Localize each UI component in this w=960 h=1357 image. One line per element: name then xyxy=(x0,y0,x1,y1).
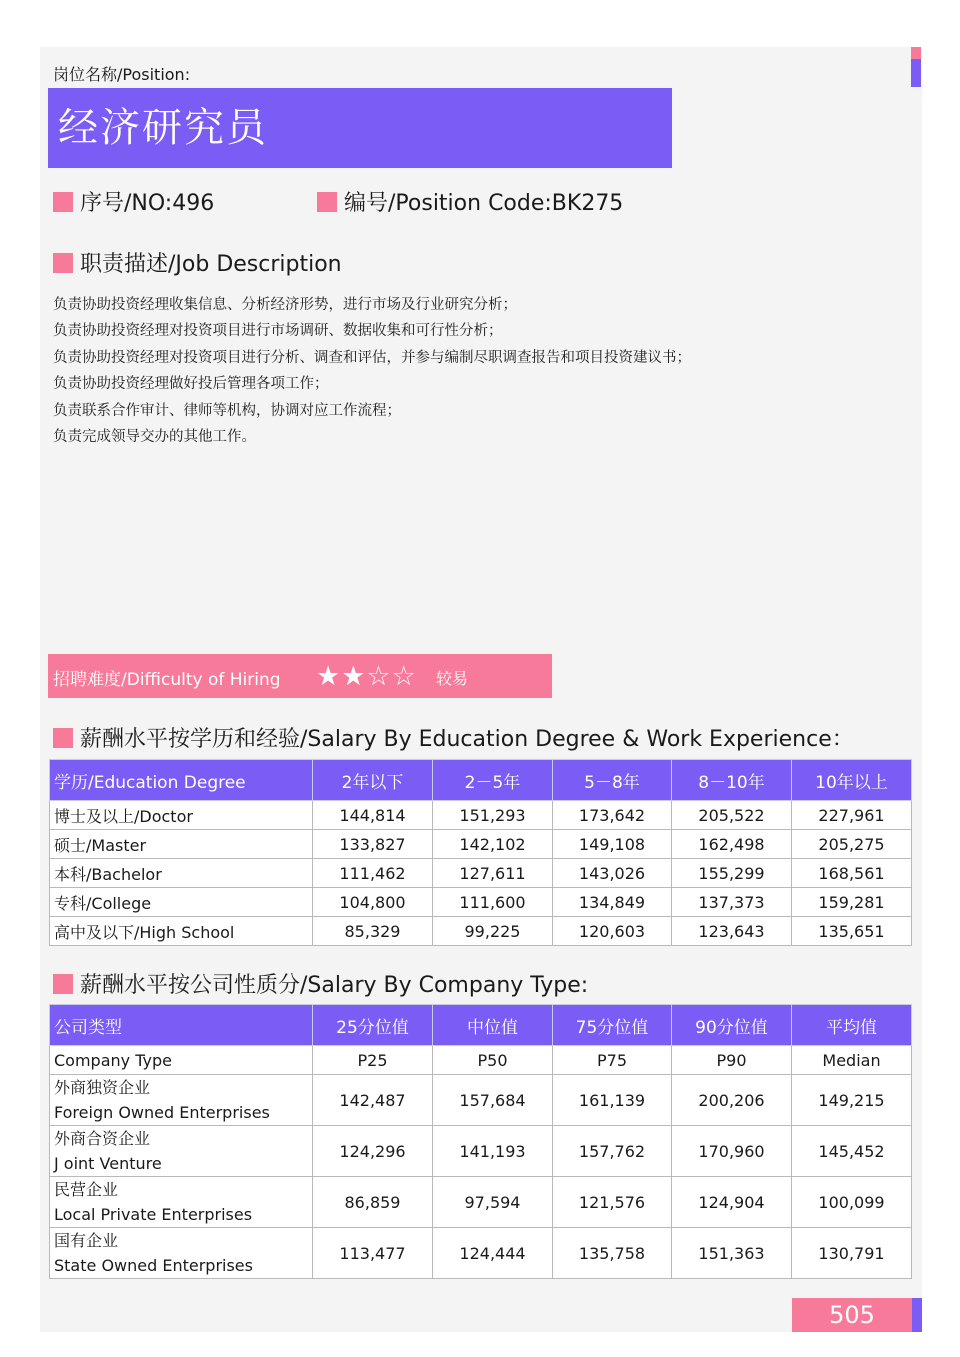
table-cell: 143,026 xyxy=(553,859,672,888)
company-type-cn: 外商独资企业 xyxy=(54,1078,151,1097)
square-bullet-icon xyxy=(53,253,73,273)
company-type-cn: 国有企业 xyxy=(54,1231,119,1250)
table-cell: P90 xyxy=(672,1046,792,1075)
table-cell: 124,444 xyxy=(433,1228,553,1279)
table-cell: 专科/College xyxy=(50,888,313,917)
column-header: 5－8年 xyxy=(553,760,672,801)
table-cell: 162,498 xyxy=(672,830,792,859)
table-cell: 149,108 xyxy=(553,830,672,859)
hiring-difficulty-bar xyxy=(48,654,552,698)
table-header-row xyxy=(50,1005,912,1046)
table-cell: 111,600 xyxy=(433,888,553,917)
column-header: 90分位值 xyxy=(672,1005,792,1046)
table-row xyxy=(50,917,912,946)
table-cell: 124,296 xyxy=(313,1126,433,1177)
company-type-cell xyxy=(50,1075,313,1126)
table-cell: 博士及以上/Doctor xyxy=(50,801,313,830)
hiring-difficulty-label: 招聘难度/Difficulty of Hiring xyxy=(53,670,281,690)
table-cell: 173,642 xyxy=(553,801,672,830)
table-cell: 133,827 xyxy=(313,830,433,859)
table-cell: 121,576 xyxy=(553,1177,672,1228)
table-cell: 111,462 xyxy=(313,859,433,888)
table-cell: 127,611 xyxy=(433,859,553,888)
table-cell: 85,329 xyxy=(313,917,433,946)
column-header: 中位值 xyxy=(433,1005,553,1046)
table-cell: 159,281 xyxy=(792,888,912,917)
position-code-text: 编号/Position Code:BK275 xyxy=(344,191,624,216)
job-description-line: 负责协助投资经理收集信息、分析经济形势，进行市场及行业研究分析； xyxy=(53,297,517,313)
position-number-text: 序号/NO:496 xyxy=(80,191,215,216)
table-cell: 86,859 xyxy=(313,1177,433,1228)
table-cell: 99,225 xyxy=(433,917,553,946)
table-cell: 高中及以下/High School xyxy=(50,917,313,946)
table-row xyxy=(50,859,912,888)
table-cell: P75 xyxy=(553,1046,672,1075)
column-header: 平均值 xyxy=(792,1005,912,1046)
salary-company-heading-text: 薪酬水平按公司性质分/Salary By Company Type: xyxy=(80,973,589,998)
page-number: 505 xyxy=(792,1298,912,1332)
column-header: 10年以上 xyxy=(792,760,912,801)
square-bullet-icon xyxy=(317,192,337,212)
column-header: 2－5年 xyxy=(433,760,553,801)
page-number-accent xyxy=(912,1298,922,1332)
table-cell: 124,904 xyxy=(672,1177,792,1228)
table-cell: 141,193 xyxy=(433,1126,553,1177)
table-cell: 205,522 xyxy=(672,801,792,830)
column-header: 2年以下 xyxy=(313,760,433,801)
company-type-en: State Owned Enterprises xyxy=(54,1256,253,1275)
table-cell: P25 xyxy=(313,1046,433,1075)
column-header: 75分位值 xyxy=(553,1005,672,1046)
table-cell: 134,849 xyxy=(553,888,672,917)
table-row xyxy=(50,830,912,859)
table-cell: 104,800 xyxy=(313,888,433,917)
table-cell: 本科/Bachelor xyxy=(50,859,313,888)
company-type-en: Foreign Owned Enterprises xyxy=(54,1103,270,1122)
star-rating-icon: ★★☆☆ xyxy=(316,661,417,692)
table-cell: Company Type xyxy=(50,1046,313,1075)
position-code xyxy=(317,186,623,217)
table-cell: 170,960 xyxy=(672,1126,792,1177)
table-cell: 113,477 xyxy=(313,1228,433,1279)
table-cell: 157,762 xyxy=(553,1126,672,1177)
table-cell: 161,139 xyxy=(553,1075,672,1126)
column-header: 8－10年 xyxy=(672,760,792,801)
salary-education-heading-text: 薪酬水平按学历和经验/Salary By Education Degree & Work Experience： xyxy=(80,727,854,752)
company-type-cell xyxy=(50,1228,313,1279)
square-bullet-icon xyxy=(53,192,73,212)
table-cell: 151,363 xyxy=(672,1228,792,1279)
company-type-cn: 外商合资企业 xyxy=(54,1129,151,1148)
salary-company-table xyxy=(49,1004,912,1279)
table-cell: Median xyxy=(792,1046,912,1075)
square-bullet-icon xyxy=(53,728,73,748)
table-cell: 137,373 xyxy=(672,888,792,917)
job-description-line: 负责完成领导交办的其他工作。 xyxy=(53,429,256,446)
table-cell: 142,487 xyxy=(313,1075,433,1126)
table-row xyxy=(50,1126,912,1177)
table-cell: 97,594 xyxy=(433,1177,553,1228)
job-description-line: 负责协助投资经理对投资项目进行分析、调查和评估，并参与编制尽职调查报告和项目投资建议书； xyxy=(53,349,691,366)
job-description-line: 负责协助投资经理对投资项目进行市场调研、数据收集和可行性分析； xyxy=(53,323,503,340)
company-type-en: Local Private Enterprises xyxy=(54,1205,253,1224)
company-type-cell xyxy=(50,1177,313,1228)
corner-accent-purple xyxy=(911,59,921,87)
table-cell: 151,293 xyxy=(433,801,553,830)
table-row xyxy=(50,1228,912,1279)
table-cell: 168,561 xyxy=(792,859,912,888)
column-header: 公司类型 xyxy=(50,1005,313,1046)
job-description-heading-text: 职责描述/Job Description xyxy=(80,252,342,277)
table-cell: 144,814 xyxy=(313,801,433,830)
square-bullet-icon xyxy=(53,974,73,994)
table-cell: 142,102 xyxy=(433,830,553,859)
table-cell: 135,758 xyxy=(553,1228,672,1279)
table-header-row xyxy=(50,760,912,801)
corner-accent-pink xyxy=(911,47,921,59)
table-cell: 200,206 xyxy=(672,1075,792,1126)
position-label: 岗位名称/Position: xyxy=(53,65,191,84)
salary-education-heading xyxy=(53,722,854,753)
table-subheader-row xyxy=(50,1046,912,1075)
table-cell: 硕士/Master xyxy=(50,830,313,859)
salary-education-table xyxy=(49,759,912,946)
job-description-list xyxy=(53,292,691,450)
table-cell: 145,452 xyxy=(792,1126,912,1177)
company-type-en: J oint Venture xyxy=(54,1154,162,1173)
table-cell: P50 xyxy=(433,1046,553,1075)
table-cell: 149,215 xyxy=(792,1075,912,1126)
job-description-line: 负责协助投资经理做好投后管理各项工作； xyxy=(53,376,329,393)
table-row xyxy=(50,1177,912,1228)
table-row xyxy=(50,888,912,917)
table-cell: 123,643 xyxy=(672,917,792,946)
hiring-difficulty-level: 较易 xyxy=(436,669,469,688)
company-type-cell xyxy=(50,1126,313,1177)
table-cell: 155,299 xyxy=(672,859,792,888)
table-row xyxy=(50,801,912,830)
position-number xyxy=(53,186,214,217)
position-title: 经济研究员 xyxy=(48,88,672,168)
table-cell: 227,961 xyxy=(792,801,912,830)
column-header: 25分位值 xyxy=(313,1005,433,1046)
company-type-cn: 民营企业 xyxy=(54,1180,119,1199)
salary-company-heading xyxy=(53,968,588,999)
job-description-heading xyxy=(53,247,342,278)
job-description-line: 负责联系合作审计、律师等机构，协调对应工作流程； xyxy=(53,402,401,419)
table-row xyxy=(50,1075,912,1126)
table-cell: 135,651 xyxy=(792,917,912,946)
table-cell: 130,791 xyxy=(792,1228,912,1279)
table-cell: 205,275 xyxy=(792,830,912,859)
column-header: 学历/Education Degree xyxy=(50,760,313,801)
table-cell: 157,684 xyxy=(433,1075,553,1126)
table-cell: 100,099 xyxy=(792,1177,912,1228)
table-cell: 120,603 xyxy=(553,917,672,946)
